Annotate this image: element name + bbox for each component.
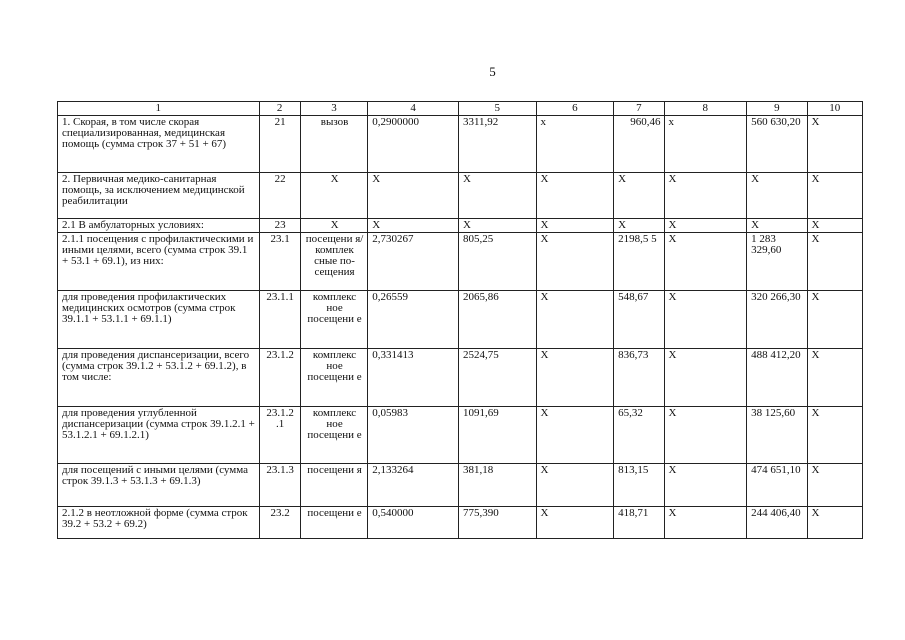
row-value-7: 836,73 xyxy=(614,349,664,407)
column-header: 7 xyxy=(614,102,664,116)
row-value-10: X xyxy=(807,116,862,173)
row-value-4: 0,2900000 xyxy=(368,116,459,173)
row-value-4: 2,730267 xyxy=(368,233,459,291)
row-value-6: X xyxy=(536,349,614,407)
row-value-5: 2524,75 xyxy=(458,349,536,407)
row-unit: посещени я/комплек сные по- сещения xyxy=(300,233,368,291)
row-value-7: X xyxy=(614,173,664,219)
row-code: 23.2 xyxy=(259,507,300,539)
row-value-10: X xyxy=(807,219,862,233)
row-value-7: 418,71 xyxy=(614,507,664,539)
row-value-10: X xyxy=(807,507,862,539)
row-value-4: X xyxy=(368,219,459,233)
row-value-8: x xyxy=(664,116,747,173)
row-value-6: X xyxy=(536,233,614,291)
row-name: для проведения диспансеризации, всего (сумма строк 39.1.2 + 53.1.2 + 69.1.2), в том числе: xyxy=(58,349,260,407)
row-unit: вызов xyxy=(300,116,368,173)
row-value-7: X xyxy=(614,219,664,233)
row-value-6: X xyxy=(536,291,614,349)
row-value-8: X xyxy=(664,291,747,349)
table-row xyxy=(58,464,863,507)
table-row xyxy=(58,116,863,173)
row-value-10: X xyxy=(807,407,862,464)
row-value-10: X xyxy=(807,291,862,349)
row-name: 1. Скорая, в том числе скорая специализированная, медицинская помощь (сумма строк 37 + 51 + 67) xyxy=(58,116,260,173)
row-value-4: 0,331413 xyxy=(368,349,459,407)
row-code: 23.1 xyxy=(259,233,300,291)
row-value-5: 1091,69 xyxy=(458,407,536,464)
row-value-8: X xyxy=(664,173,747,219)
row-value-7: 2198,5 5 xyxy=(614,233,664,291)
row-value-8: X xyxy=(664,349,747,407)
row-value-10: X xyxy=(807,173,862,219)
table-row xyxy=(58,291,863,349)
row-value-6: X xyxy=(536,507,614,539)
row-value-4: X xyxy=(368,173,459,219)
data-table xyxy=(57,101,863,539)
row-code: 23.1.2 .1 xyxy=(259,407,300,464)
row-value-4: 0,05983 xyxy=(368,407,459,464)
row-value-5: X xyxy=(458,173,536,219)
row-code: 23.1.2 xyxy=(259,349,300,407)
row-value-9: X xyxy=(747,173,807,219)
row-name: 2. Первичная медико-санитарная помощь, за исключением медицинской реабилитации xyxy=(58,173,260,219)
row-value-5: 2065,86 xyxy=(458,291,536,349)
row-value-7: 813,15 xyxy=(614,464,664,507)
row-name: 2.1.1 посещения с профилактическими и иными целями, всего (сумма строк 39.1 + 53.1 + 69.1), из них: xyxy=(58,233,260,291)
row-code: 23.1.3 xyxy=(259,464,300,507)
row-name: 2.1 В амбулаторных условиях: xyxy=(58,219,260,233)
row-unit: X xyxy=(300,173,368,219)
row-value-9: 560 630,20 xyxy=(747,116,807,173)
row-value-9: 488 412,20 xyxy=(747,349,807,407)
table-row xyxy=(58,349,863,407)
row-unit: X xyxy=(300,219,368,233)
row-value-9: 38 125,60 xyxy=(747,407,807,464)
row-unit: посещени я xyxy=(300,464,368,507)
row-unit: комплекс ное посещени е xyxy=(300,407,368,464)
row-value-8: X xyxy=(664,464,747,507)
header-row xyxy=(58,102,863,116)
row-value-10: X xyxy=(807,349,862,407)
table-row xyxy=(58,233,863,291)
row-value-9: X xyxy=(747,219,807,233)
row-value-8: X xyxy=(664,233,747,291)
column-header: 2 xyxy=(259,102,300,116)
row-unit: комплекс ное посещени е xyxy=(300,291,368,349)
row-code: 23 xyxy=(259,219,300,233)
row-name: для проведения углубленной диспансеризации (сумма строк 39.1.2.1 + 53.1.2.1 + 69.1.2.1) xyxy=(58,407,260,464)
column-header: 1 xyxy=(58,102,260,116)
row-code: 21 xyxy=(259,116,300,173)
row-value-7: 548,67 xyxy=(614,291,664,349)
row-value-5: 3311,92 xyxy=(458,116,536,173)
page-number: 5 xyxy=(489,64,496,79)
column-header: 4 xyxy=(368,102,459,116)
row-value-6: X xyxy=(536,407,614,464)
row-value-9: 244 406,40 xyxy=(747,507,807,539)
column-header: 10 xyxy=(807,102,862,116)
row-value-5: 381,18 xyxy=(458,464,536,507)
table-row xyxy=(58,507,863,539)
row-value-8: X xyxy=(664,219,747,233)
row-value-4: 0,26559 xyxy=(368,291,459,349)
table-row xyxy=(58,219,863,233)
row-value-10: X xyxy=(807,464,862,507)
row-value-7: 65,32 xyxy=(614,407,664,464)
row-name: для посещений с иными целями (сумма строк 39.1.3 + 53.1.3 + 69.1.3) xyxy=(58,464,260,507)
row-code: 23.1.1 xyxy=(259,291,300,349)
row-value-8: X xyxy=(664,507,747,539)
column-header: 8 xyxy=(664,102,747,116)
row-value-10: X xyxy=(807,233,862,291)
row-name: 2.1.2 в неотложной форме (сумма строк 39.2 + 53.2 + 69.2) xyxy=(58,507,260,539)
row-value-9: 1 283 329,60 xyxy=(747,233,807,291)
row-value-6: X xyxy=(536,464,614,507)
row-value-4: 2,133264 xyxy=(368,464,459,507)
row-value-7: 960,46 xyxy=(614,116,664,173)
column-header: 6 xyxy=(536,102,614,116)
table-row xyxy=(58,173,863,219)
row-unit: комплекс ное посещени е xyxy=(300,349,368,407)
column-header: 3 xyxy=(300,102,368,116)
row-value-5: 775,390 xyxy=(458,507,536,539)
row-value-6: X xyxy=(536,173,614,219)
row-value-6: x xyxy=(536,116,614,173)
row-value-5: 805,25 xyxy=(458,233,536,291)
column-header: 9 xyxy=(747,102,807,116)
column-header: 5 xyxy=(458,102,536,116)
row-code: 22 xyxy=(259,173,300,219)
row-value-9: 320 266,30 xyxy=(747,291,807,349)
table-row xyxy=(58,407,863,464)
row-value-8: X xyxy=(664,407,747,464)
row-value-4: 0,540000 xyxy=(368,507,459,539)
row-value-5: X xyxy=(458,219,536,233)
row-unit: посещени е xyxy=(300,507,368,539)
row-value-9: 474 651,10 xyxy=(747,464,807,507)
row-name: для проведения профилактических медицинских осмотров (сумма строк 39.1.1 + 53.1.1 + 69.1.1) xyxy=(58,291,260,349)
row-value-6: X xyxy=(536,219,614,233)
